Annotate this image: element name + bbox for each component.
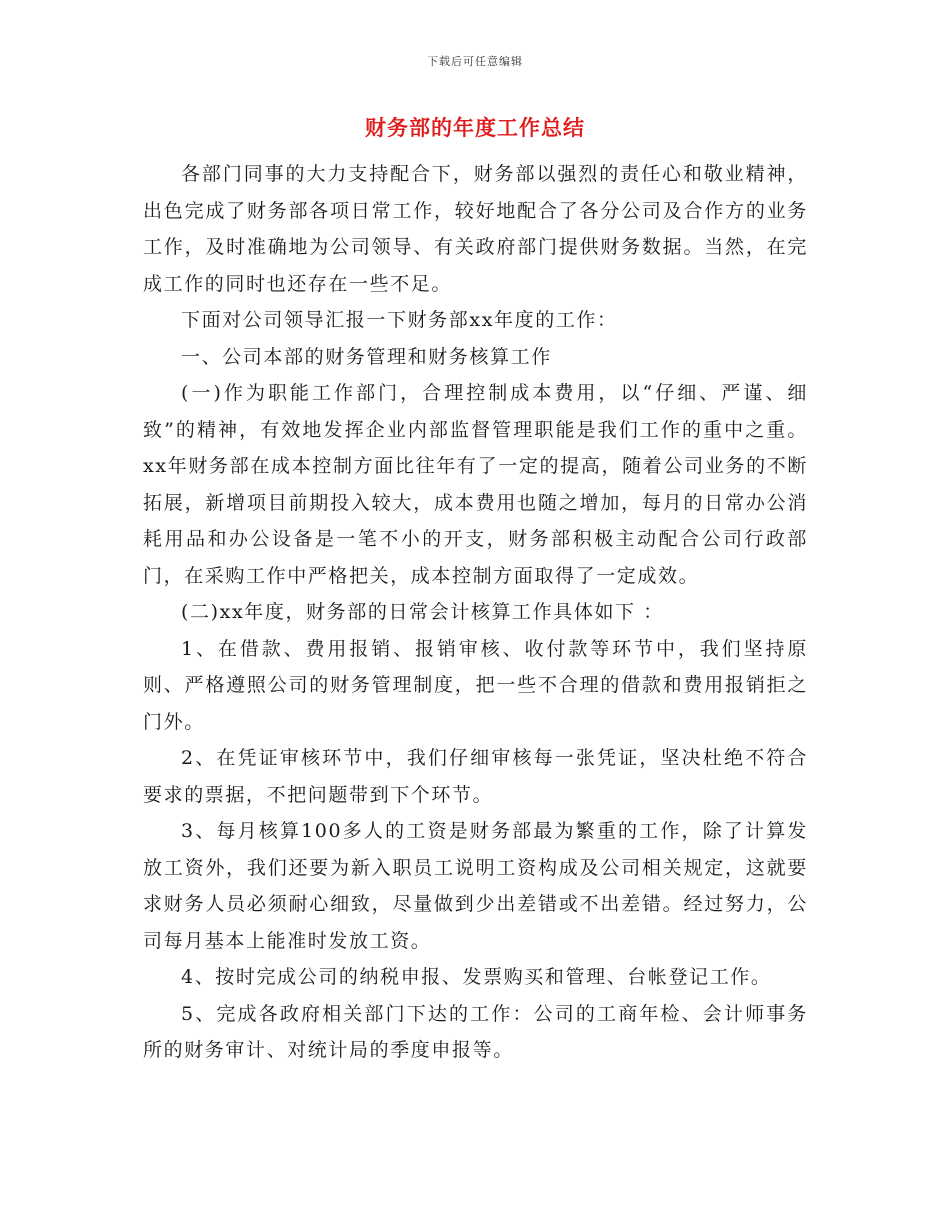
header-note: 下载后可任意编辑 — [427, 55, 523, 68]
list-item-5: 5、完成各政府相关部门下达的工作：公司的工商年检、会计师事务所的财务审计、对统计局的季度申报等。 — [143, 1002, 808, 1061]
section-heading-1: 一、公司本部的财务管理和财务核算工作 — [181, 345, 552, 368]
paragraph-report-lead: 下面对公司领导汇报一下财务部xx年度的工作： — [181, 309, 618, 331]
paragraph-intro: 各部门同事的大力支持配合下，财务部以强烈的责任心和敬业精神，出色完成了财务部各项日常工作，较好地配合了各分公司及合作方的业务工作，及时准确地为公司领导、有关政府部门提供财务数据。当然，在完成工作的同时也还存在一些不足。 — [143, 163, 808, 295]
paragraph-accounting-lead: (二)xx年度，财务部的日常会计核算工作具体如下 ： — [181, 601, 664, 623]
paragraph-cost-control: (一)作为职能工作部门，合理控制成本费用，以“仔细、严谨、细致”的精神，有效地发挥企业内部监督管理职能是我们工作的重中之重。xx年财务部在成本控制方面比往年有了一定的提高，随着公司业务的不断拓展，新增项目前期投入较大，成本费用也随之增加，每月的日常办公消耗用品和办公设备是一笔不小的开支，财务部积极主动配合公司行政部门，在采购工作中严格把关，成本控制方面取得了一定成效。 — [143, 382, 808, 587]
list-item-3: 3、每月核算100多人的工资是财务部最为繁重的工作，除了计算发放工资外，我们还要为新入职员工说明工资构成及公司相关规定，这就要求财务人员必须耐心细致，尽量做到少出差错或不出差错。经过努力，公司每月基本上能准时发放工资。 — [143, 820, 808, 952]
document-body — [143, 156, 808, 1069]
list-item-1: 1、在借款、费用报销、报销审核、收付款等环节中，我们坚持原则、严格遵照公司的财务管理制度，把一些不合理的借款和费用报销拒之门外。 — [143, 637, 808, 733]
list-item-2: 2、在凭证审核环节中，我们仔细审核每一张凭证，坚决杜绝不符合要求的票据，不把问题带到下个环节。 — [143, 747, 808, 806]
document-title: 财务部的年度工作总结 — [365, 115, 585, 140]
list-item-4: 4、按时完成公司的纳税申报、发票购买和管理、台帐登记工作。 — [181, 966, 772, 988]
